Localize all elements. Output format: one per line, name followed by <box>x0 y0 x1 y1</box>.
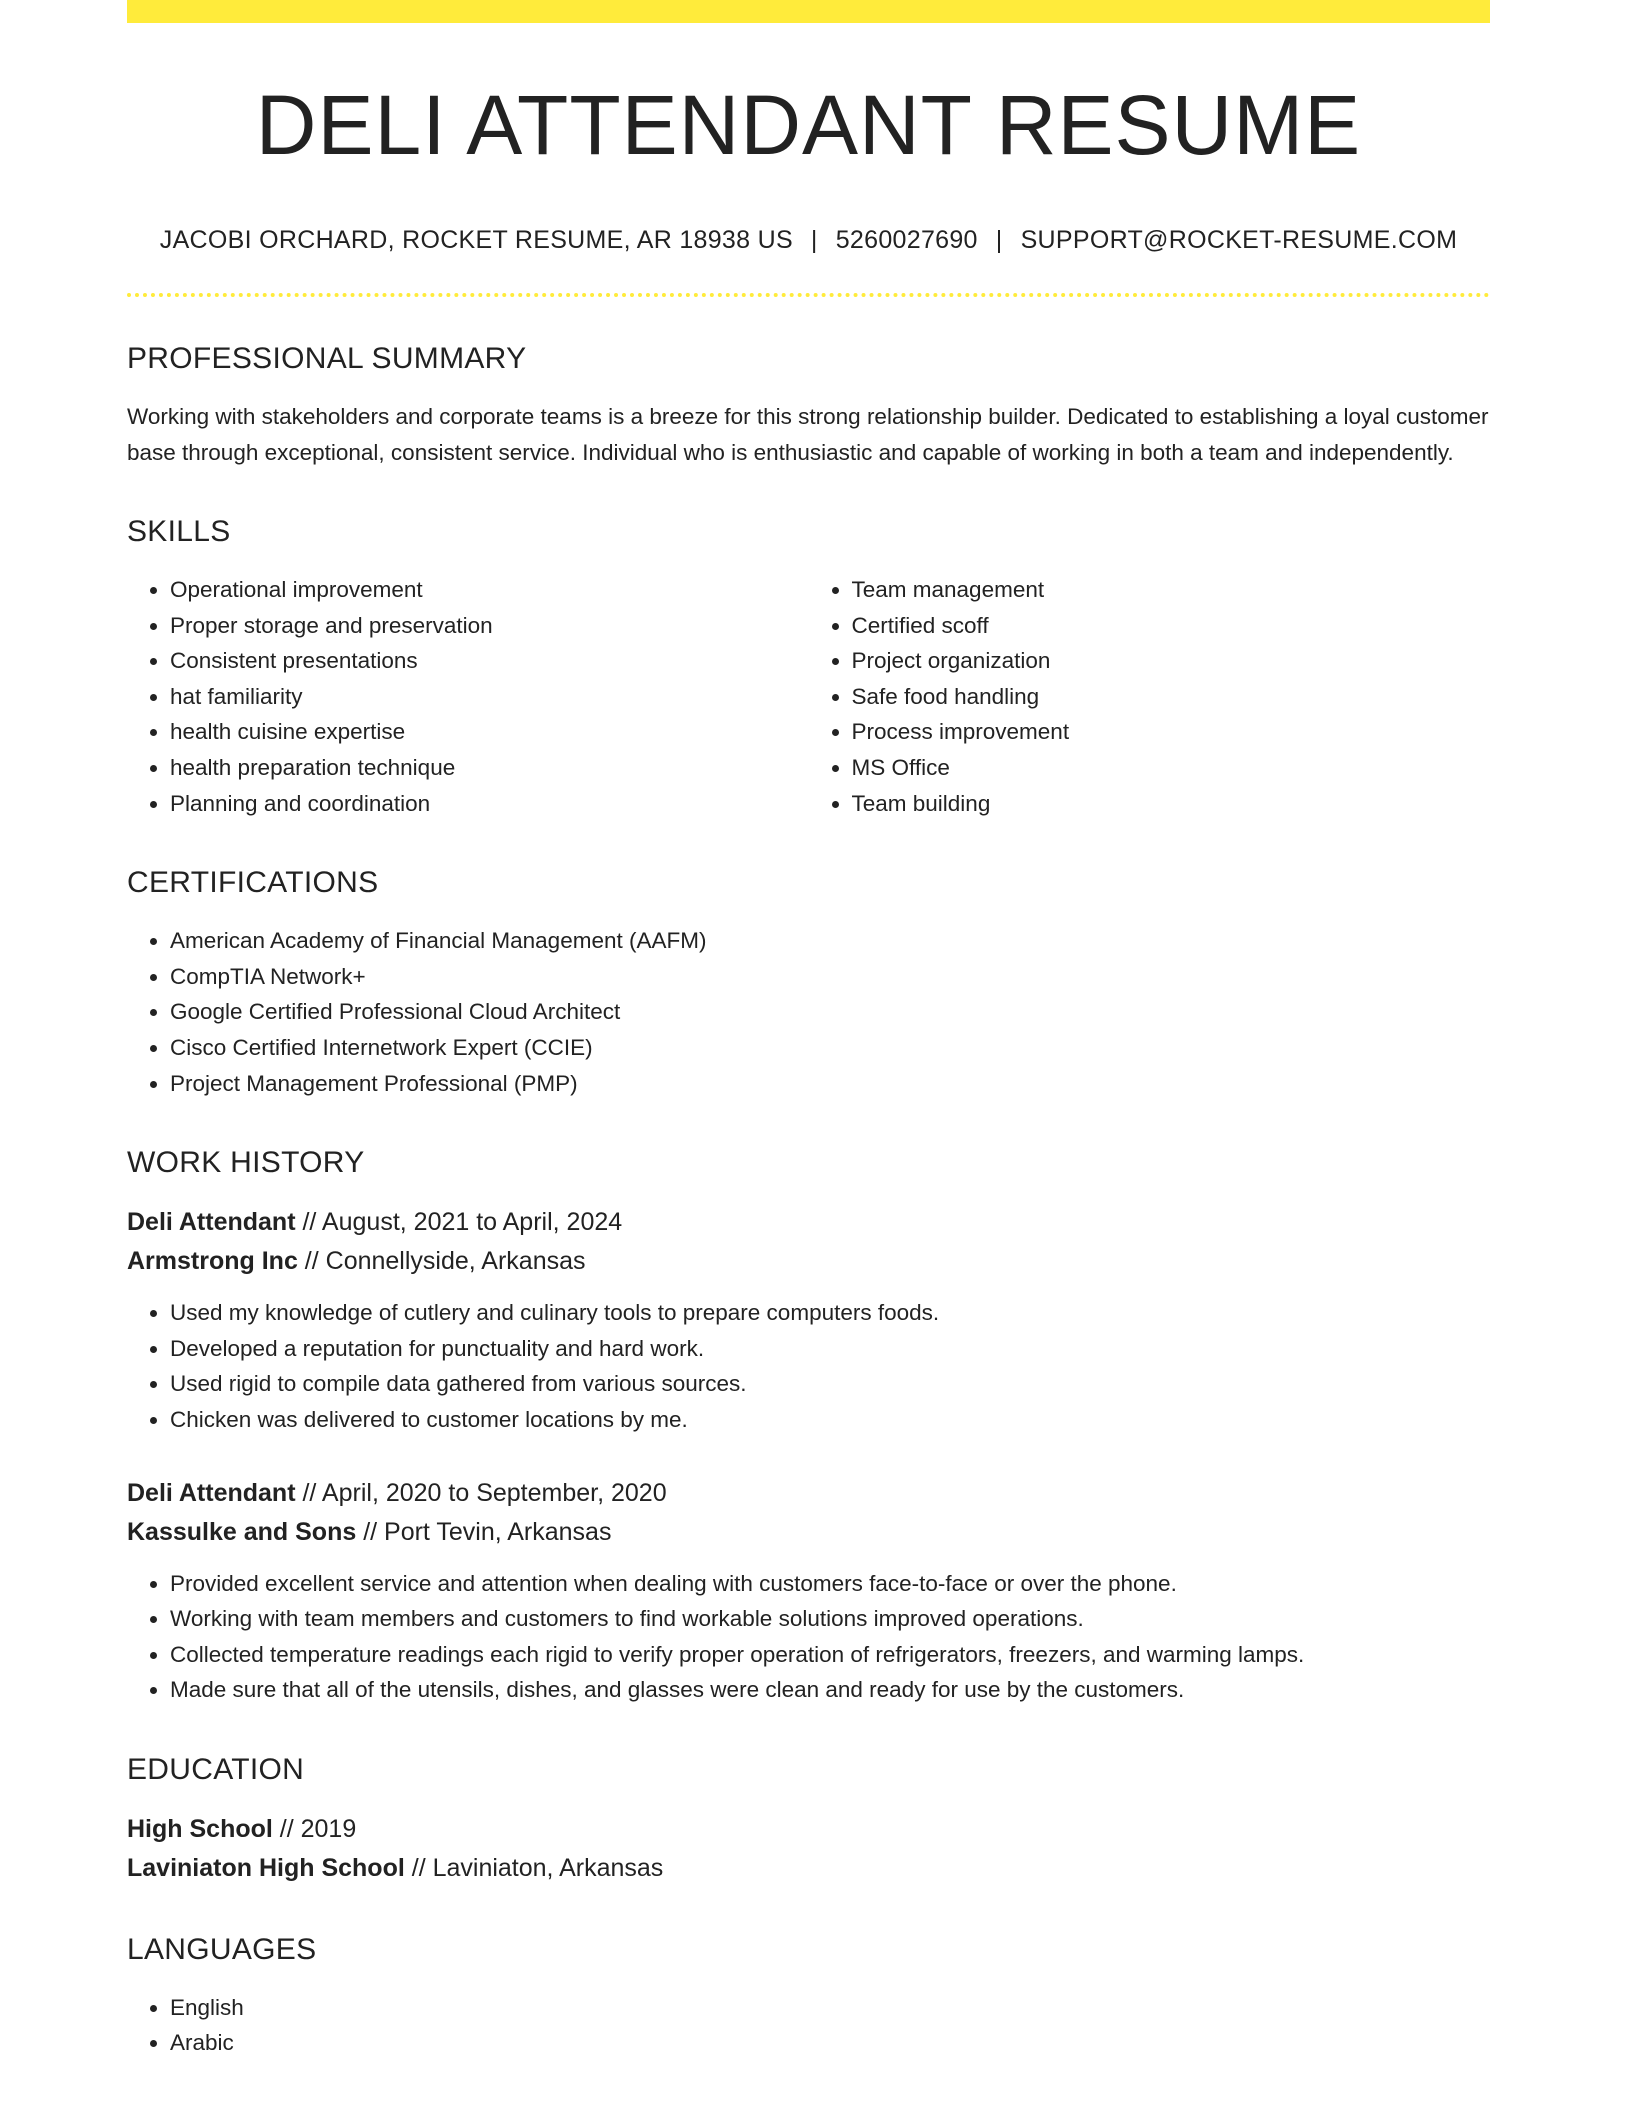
job-duty: • Made sure that all of the utensils, dishes, and glasses were clean and ready for use by the customers. <box>170 1672 1490 1708</box>
certifications-list <box>127 923 1490 1101</box>
education-school-line <box>127 1849 1490 1888</box>
certification-item: • CompTIA Network+ <box>170 959 1490 995</box>
job-duty: • Used rigid to compile data gathered from various sources. <box>170 1366 1490 1402</box>
skill-item: • health cuisine expertise <box>170 714 809 750</box>
languages-list <box>127 1990 1490 2061</box>
education-heading: EDUCATION <box>127 1752 305 1786</box>
education-school: Laviniaton High School <box>127 1853 405 1882</box>
job-location: // Connellyside, Arkansas <box>297 1247 586 1276</box>
contact-address: JACOBI ORCHARD, ROCKET RESUME, AR 18938 US <box>159 226 793 254</box>
job-duties-list <box>127 1295 1490 1437</box>
skill-item: • Consistent presentations <box>170 643 809 679</box>
certification-item: • American Academy of Financial Management (AAFM) <box>170 923 1490 959</box>
language-item: • English <box>170 1990 1490 2026</box>
job-entry <box>127 1474 1490 1708</box>
job-location: // Port Tevin, Arkansas <box>356 1517 612 1546</box>
skill-item: • Certified scoff <box>852 608 1491 644</box>
education-location: // Laviniaton, Arkansas <box>404 1853 664 1882</box>
education-degree: High School <box>127 1814 273 1843</box>
education-year: // 2019 <box>272 1814 357 1843</box>
certifications-heading: CERTIFICATIONS <box>127 866 379 900</box>
skill-item: • Process improvement <box>852 714 1491 750</box>
certification-item: • Google Certified Professional Cloud Architect <box>170 994 1490 1030</box>
contact-email: SUPPORT@ROCKET-RESUME.COM <box>1020 226 1458 254</box>
education-entry <box>127 1810 1490 1888</box>
job-duty: • Developed a reputation for punctuality and hard work. <box>170 1331 1490 1367</box>
skill-item: • health preparation technique <box>170 750 809 786</box>
resume-title: DELI ATTENDANT RESUME <box>255 78 1362 172</box>
skill-item: • Operational improvement <box>170 572 809 608</box>
job-title: Deli Attendant <box>127 1478 296 1507</box>
skill-item: • MS Office <box>852 750 1491 786</box>
job-duty: • Working with team members and customers to find workable solutions improved operations. <box>170 1601 1490 1637</box>
skill-item: • hat familiarity <box>170 679 809 715</box>
contact-line <box>127 225 1490 255</box>
dotted-divider <box>127 293 1490 297</box>
job-duties-list <box>127 1566 1490 1708</box>
skill-item: • Proper storage and preservation <box>170 608 809 644</box>
job-company: Armstrong Inc <box>127 1247 298 1276</box>
skill-item: • Planning and coordination <box>170 786 809 822</box>
skill-item: • Team management <box>852 572 1491 608</box>
language-item: • Arabic <box>170 2025 1490 2061</box>
job-dates: // August, 2021 to April, 2024 <box>295 1208 623 1237</box>
contact-phone: 5260027690 <box>835 226 978 254</box>
skills-left-list <box>127 572 809 821</box>
languages-heading: LANGUAGES <box>127 1932 317 1966</box>
job-duty: • Collected temperature readings each rigid to verify proper operation of refrigerators, freezers, and warming lamps. <box>170 1637 1490 1673</box>
skills-heading: SKILLS <box>127 515 231 548</box>
skill-item: • Safe food handling <box>852 679 1491 715</box>
resume-page <box>127 0 1490 2061</box>
contact-separator: | <box>995 226 1003 254</box>
job-entry <box>127 1203 1490 1437</box>
summary-text: Working with stakeholders and corporate teams is a breeze for this strong relationship builder. Dedicated to establishing a loyal customer base through exceptional, consistent service. Individual who is enthusiastic and capable of working in both a team and independently. <box>127 404 1489 465</box>
certification-item: • Cisco Certified Internetwork Expert (CCIE) <box>170 1030 1490 1066</box>
summary-heading: PROFESSIONAL SUMMARY <box>127 342 527 375</box>
skill-item: • Team building <box>852 786 1491 822</box>
skills-columns <box>127 572 1490 821</box>
job-title-line <box>127 1203 1490 1242</box>
job-duty: • Chicken was delivered to customer locations by me. <box>170 1402 1490 1438</box>
job-company-line <box>127 1513 1490 1552</box>
contact-separator: | <box>810 226 818 254</box>
work-history-heading: WORK HISTORY <box>127 1146 365 1180</box>
education-degree-line <box>127 1810 1490 1849</box>
job-dates: // April, 2020 to September, 2020 <box>295 1478 667 1507</box>
job-duty: • Used my knowledge of cutlery and culinary tools to prepare computers foods. <box>170 1295 1490 1331</box>
certification-item: • Project Management Professional (PMP) <box>170 1066 1490 1102</box>
accent-top-bar <box>127 0 1490 23</box>
job-title-line <box>127 1474 1490 1513</box>
skills-right-list <box>809 572 1491 821</box>
job-duty: • Provided excellent service and attention when dealing with customers face-to-face or over the phone. <box>170 1566 1490 1602</box>
job-company-line <box>127 1242 1490 1281</box>
job-company: Kassulke and Sons <box>127 1517 357 1546</box>
skill-item: • Project organization <box>852 643 1491 679</box>
job-title: Deli Attendant <box>127 1208 296 1237</box>
